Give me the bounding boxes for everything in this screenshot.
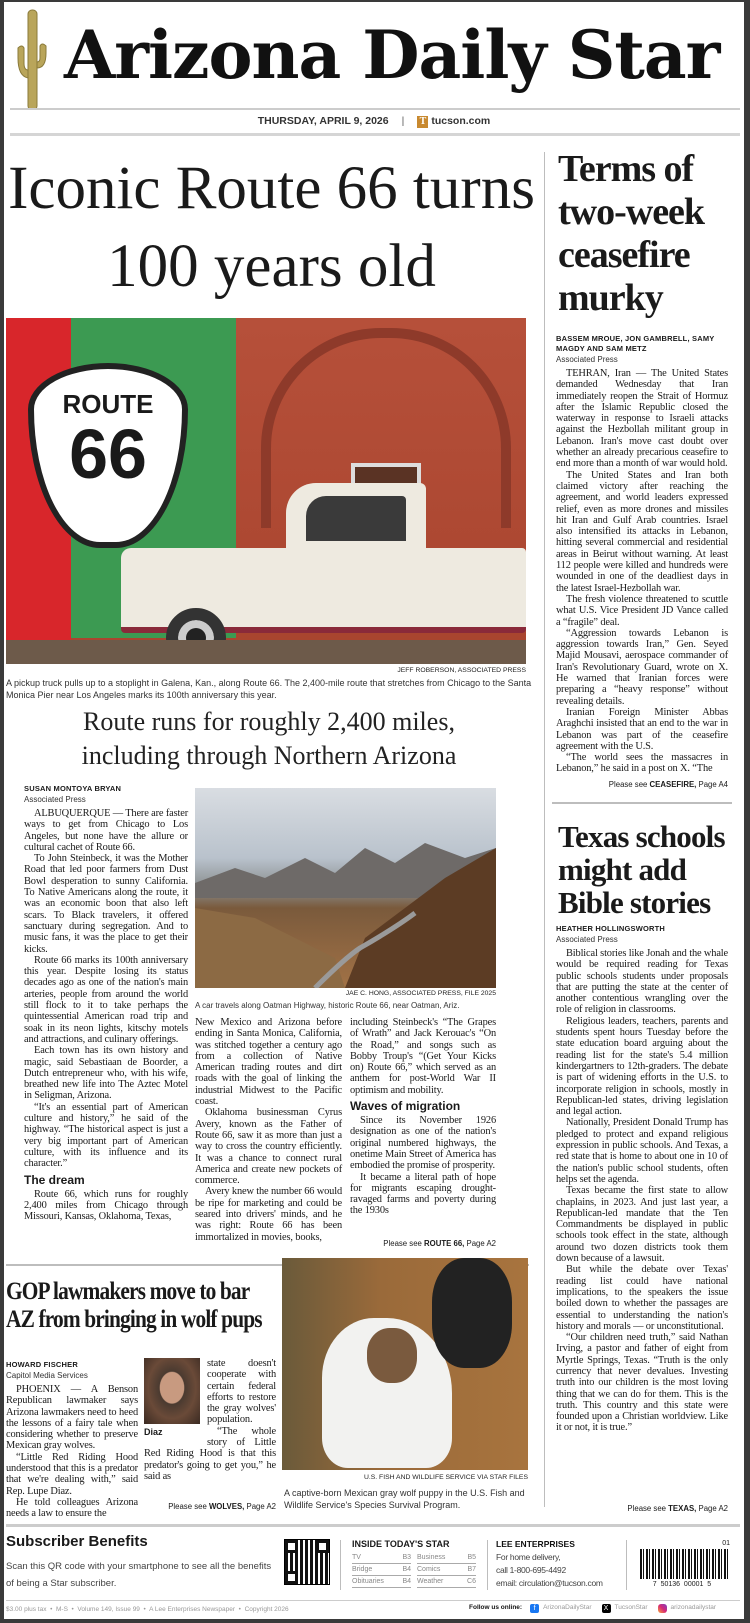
section-page: B7	[467, 1566, 476, 1573]
see-keyword: WOLVES,	[208, 1502, 245, 1511]
oatman-highway-photo[interactable]	[195, 788, 496, 988]
byline: BASSEM MROUE, JON GAMBRELL, SAMY MAGDY AND SAM METZ	[556, 334, 715, 353]
saguaro-cactus-logo	[14, 8, 50, 110]
wolves-headline[interactable]: GOP lawmakers move to bar AZ from bringing in wolf pups	[6, 1278, 262, 1333]
mugshot-label: Diaz	[144, 1427, 163, 1437]
barcode	[632, 1540, 732, 1590]
see-page: Page A4	[698, 780, 728, 789]
paragraph: “Aggression towards Lebanon is aggression towards Iran,” Gen. Seyed Majid Mousavi, aerospace commander of Iran's Revolutionary Guard, wrote on X. He warned that Iranian forces were preparing a “heavy response” without revealing details.	[556, 627, 728, 707]
inside-item[interactable]	[417, 1564, 476, 1576]
subscriber-title: Subscriber Benefits	[6, 1533, 148, 1550]
ceasefire-headline[interactable]: Terms of two-week ceasefire murky	[558, 148, 705, 319]
x-handle[interactable]: TucsonStar	[614, 1604, 648, 1611]
paragraph: Nationally, President Donald Trump has pledged to protect and expand religious expression in public schools. And Texas, a red state that is home to about one in 10 of the nation's public school students, often helps set the agenda.	[556, 1117, 728, 1185]
lead-photo-credit: JEFF ROBERSON, ASSOCIATED PRESS	[397, 667, 526, 674]
section-page: C6	[467, 1578, 476, 1585]
lead-subhead: Route runs for roughly 2,400 miles, including through Northern Arizona	[81, 707, 457, 770]
paragraph: TEHRAN, Iran — The United States demanded Wednesday that Iran immediately reopen the Strait of Hormuz after the Islamic Republic closed the waterway in response to Israeli attacks against the Hezbollah militant group in Lebanon. Iran's move cast doubt over whether an already precarious ceasefire to end more than a month of war would hold.	[556, 368, 728, 470]
paragraph: including Steinbeck's “The Grapes of Wrath” and Jack Kerouac's “On the Road,” and songs such as Bobby Troup's “(Get Your Kicks on) Route 66,” which served as an anthem for post-World War II optimism and mobility.	[350, 1017, 496, 1096]
texas-headline[interactable]: Texas schools might add Bible stories	[558, 819, 725, 920]
paragraph: The United States and Iran both claimed victory after reaching the agreement, and world leaders expressed relief, even as more drones and missiles hit Iran and Gulf Arab countries. Israel also intensified its attacks in Lebanon, hitting several commercial and residential areas in Beirut without warning. At least 112 people were killed and hundreds were wounded in one of the deadliest days in the latest Israel-Hezbollah war.	[556, 469, 728, 594]
paragraph: The fresh violence threatened to scuttle what U.S. Vice President JD Vance called a “fragile” deal.	[556, 593, 728, 628]
wolf-photo-credit: U.S. FISH AND WILDLIFE SERVICE VIA STAR FILES	[363, 1474, 528, 1481]
section-name: Business	[417, 1554, 446, 1561]
wolves-jump-link[interactable]	[144, 1498, 276, 1512]
section-page: B4	[402, 1566, 411, 1573]
section-name: Obituaries	[352, 1578, 384, 1585]
wolf-pup-photo[interactable]	[282, 1258, 528, 1470]
inside-today	[352, 1538, 476, 1588]
route66-photo[interactable]	[6, 318, 526, 664]
subhead-dream: The dream	[24, 1172, 85, 1187]
subhead-waves: Waves of migration	[350, 1099, 461, 1114]
inside-item[interactable]	[352, 1576, 411, 1588]
paragraph: Route 66 marks its 100th anniversary this year. Despite losing its status decades ago as one of the nation's main arteries, people from around the world still flock to it to take perhaps the quintessential American road trip and soak in its neon lights, kitschy motels and attractions, and culinary offerings.	[24, 954, 188, 1045]
section-name: TV	[352, 1554, 361, 1561]
inside-item[interactable]	[417, 1576, 476, 1588]
subscriber-text: Scan this QR code with your smartphone to see all the benefits of being a Star subscriber.	[6, 1561, 272, 1589]
paragraph: “Little Red Riding Hood understood that this is a predator that we're dealing with,” said Rep. Lupe Diaz.	[6, 1451, 138, 1497]
route66-column-3	[350, 1017, 496, 1249]
paragraph: “It's an essential part of American culture and history,” he said of the highway. “The historical aspect is just a very big important part of American culture, with its influence and its character.”	[24, 1101, 188, 1170]
see-prefix: Please see	[608, 780, 648, 789]
paragraph: “Our children need truth,” said Nathan Irving, a pastor and father of eight from Myrtle Springs, Texas. “Truth is the only currency that never devalues. Investing truth into our children is the most loving thing that we can do for them. This is the truth. This country and this state were founded upon a Christian worldview. Like it or not, it is true.”	[556, 1332, 728, 1434]
edition: M-S	[55, 1606, 68, 1613]
see-page: Page A2	[246, 1502, 276, 1511]
shield-number: 66	[69, 415, 147, 493]
shield-route-text: ROUTE	[62, 389, 154, 419]
wolf-photo-caption: A captive-born Mexican gray wolf puppy in the U.S. Fish and Wildlife Service's Species Survival Program.	[284, 1488, 525, 1510]
masthead-title[interactable]: Arizona Daily Star	[64, 16, 720, 94]
inside-title: INSIDE TODAY'S STAR	[352, 1539, 450, 1549]
route66-column-1	[24, 784, 188, 1222]
paragraph: Oklahoma businessman Cyrus Avery, known as the Father of Route 66, saw it as more than just a way to cross the country efficiently. It was a chance to connect rural America and create new pockets of commerce.	[195, 1107, 342, 1187]
ceasefire-jump-link[interactable]	[556, 776, 728, 790]
route66-jump-link[interactable]	[350, 1235, 496, 1249]
qr-code-icon[interactable]	[285, 1540, 329, 1584]
section-page: B5	[467, 1554, 476, 1561]
agency: Capitol Media Services	[6, 1371, 88, 1380]
see-keyword: CEASEFIRE,	[649, 780, 697, 789]
barcode-issue: 01	[722, 1540, 730, 1547]
paragraph: “The world sees the massacres in Lebanon,” he said in a post on X. “The	[556, 752, 728, 775]
instagram-handle[interactable]: arizonadailystar	[670, 1604, 717, 1611]
facebook-icon[interactable]: f	[530, 1604, 539, 1613]
facebook-handle[interactable]: ArizonaDailyStar	[543, 1604, 592, 1611]
email-line[interactable]: email: circulation@tucson.com	[496, 1578, 603, 1588]
see-page: Page A2	[698, 1504, 728, 1513]
lead-headline[interactable]: Iconic Route 66 turns 100 years old	[8, 155, 535, 300]
lead-photo-caption: A pickup truck pulls up to a stoplight in Galena, Kan., along Route 66. The 2,400-mile route that stretches from Chicago to the Santa Monica Pier near Los Angeles marks its 100th anniversary this year.	[6, 678, 532, 700]
see-prefix: Please see	[168, 1502, 207, 1511]
byline: HOWARD FISCHER	[6, 1360, 78, 1369]
paragraph: Since its November 1926 designation as one of the nation's original numbered highways, the onetime Main Street of America has embodied the promise of prosperity.	[350, 1115, 496, 1172]
diaz-mugshot	[144, 1358, 200, 1424]
section-name: Bridge	[352, 1566, 373, 1573]
paragraph: ALBUQUERQUE — There are faster ways to get from Chicago to Los Angeles, but none have the allure or cultural cachet of Route 66.	[24, 808, 189, 853]
route66-column-2	[195, 1017, 342, 1243]
paragraph: Route 66, which runs for roughly 2,400 miles from Chicago through Missouri, Kansas, Oklahoma, Texas,	[24, 1188, 188, 1223]
see-keyword: TEXAS,	[668, 1504, 697, 1513]
paragraph: New Mexico and Arizona before ending in Santa Monica, California, was stitched together a century ago from a collection of Native American trading routes and dirt roads with the goal of linking the industrial Midwest to the Pacific coast.	[195, 1017, 342, 1108]
texas-jump-link[interactable]	[556, 1500, 728, 1514]
tucson-logo-icon: T	[417, 116, 428, 128]
dateline: THURSDAY, APRIL 9, 2026 | T tucson.com	[257, 115, 491, 127]
social-links	[469, 1603, 716, 1613]
follow-label: Follow us online:	[469, 1604, 523, 1611]
delivery-line: For home delivery,	[496, 1552, 561, 1562]
agency: Associated Press	[556, 935, 618, 944]
inside-item[interactable]	[417, 1552, 476, 1564]
x-icon[interactable]: X	[602, 1604, 611, 1613]
newspaper-front-page	[4, 2, 744, 1619]
site-link[interactable]: tucson.com	[431, 115, 491, 127]
wolves-column-2	[144, 1358, 276, 1512]
paragraph: Each town has its own history and magic, said Sebastiaan de Boorder, a Dutch entrepreneur who, with his wife, breathed new life into The Aztec Motel in Seligman, Arizona.	[24, 1045, 188, 1102]
section-name: Weather	[417, 1578, 444, 1585]
paragraph: Religious leaders, teachers, parents and students spent hours Tuesday before the state education board arguing about the reading list for the state's 5.4 million kindergartners to 12th-graders. The debate is part of widening efforts in the U.S. to incorporate religion in schools, mostly in Republican-led states, driving legislation and legal action.	[556, 1015, 728, 1118]
paragraph: It became a literal path of hope for migrants escaping drought-ravaged farms and poverty during the 1930s	[350, 1171, 496, 1217]
section-page: B4	[402, 1578, 411, 1585]
paragraph: “The whole story of Little Red Riding Hood is that this predator's going to get you,” he said as	[144, 1425, 276, 1482]
price: $3.00 plus tax	[6, 1606, 47, 1613]
volume: Volume 149, Issue 99	[77, 1606, 140, 1613]
photo2-credit: JAE C. HONG, ASSOCIATED PRESS, FILE 2025	[345, 990, 496, 997]
see-keyword: ROUTE 66,	[424, 1239, 465, 1248]
issue-info: $3.00 plus tax • M-S • Volume 149, Issue 99 • A Lee Enterprises Newspaper • Copyright 2026	[6, 1606, 289, 1613]
photo2-caption: A car travels along Oatman Highway, historic Route 66, near Oatman, Ariz.	[195, 1001, 460, 1010]
byline: HEATHER HOLLINGSWORTH	[556, 924, 666, 933]
publisher: A Lee Enterprises Newspaper	[149, 1606, 236, 1613]
phone-line[interactable]: call 1-800-695-4492	[496, 1565, 566, 1575]
byline: SUSAN MONTOYA BRYAN	[24, 784, 122, 793]
wolves-column-1	[6, 1360, 138, 1520]
paragraph: Avery knew the number 66 would be ripe for marketing and could be seared into drivers' minds, and he was right: Route 66 has been immortalized in movies, books,	[195, 1186, 342, 1243]
agency: Associated Press	[24, 795, 86, 804]
ceasefire-article	[556, 334, 728, 790]
inside-item[interactable]	[352, 1552, 411, 1564]
texas-article	[556, 924, 728, 1514]
lee-enterprises	[496, 1538, 622, 1590]
paragraph: Biblical stories like Jonah and the whale would be required reading for Texas public schools students under proposals that are putting the state at the center of another contentious wrangling over the role of religion in classrooms.	[556, 948, 728, 1016]
issue-date: THURSDAY, APRIL 9, 2026	[257, 115, 389, 127]
section-name: Comics	[417, 1566, 441, 1573]
see-page: Page A2	[466, 1239, 496, 1248]
see-prefix: Please see	[627, 1504, 666, 1513]
see-prefix: Please see	[383, 1239, 422, 1248]
paragraph: PHOENIX — A Benson Republican lawmaker says Arizona lawmakers need to heed the lessons of a fairy tale when considering whether to preserve Mexican gray wolves.	[6, 1384, 138, 1452]
barcode-digits: 7 50136 00001 5	[632, 1580, 732, 1589]
paragraph: state doesn't cooperate with certain federal efforts to restore the gray wolves' population.	[207, 1358, 276, 1426]
lee-title: LEE ENTERPRISES	[496, 1539, 575, 1549]
copyright: Copyright 2026	[244, 1606, 289, 1613]
instagram-icon[interactable]	[658, 1604, 667, 1613]
inside-item[interactable]	[352, 1564, 411, 1576]
paragraph: Iranian Foreign Minister Abbas Araghchi insisted that an end to the war in Lebanon was part of the ceasefire agreement with the U.S.	[556, 706, 728, 752]
paragraph: To John Steinbeck, it was the Mother Road that led poor farmers from Dust Bowl desperation to sunny California. To Native Americans along the route, it was an economic boon that also left scars. To Black travelers, it offered sanctuary during segregation. And to music fans, it was the place to get their kicks.	[24, 853, 188, 955]
paragraph: Texas became the first state to allow chaplains, in 2023. And just last year, a Republican-led mandate that the Ten Commandments be displayed in public schools took effect in the state, although around two dozen districts took them down because of a lawsuit.	[556, 1185, 728, 1265]
paragraph: He told colleagues Arizona needs a law to ensure the	[6, 1496, 138, 1520]
paragraph: But while the debate over Texas' reading list could have national implications, to the speakers the issue boiled down to whether the passages are essential to understanding the nation's history and morals — or unconstitutional.	[556, 1264, 728, 1332]
section-page: B3	[402, 1554, 411, 1561]
agency: Associated Press	[556, 355, 618, 364]
